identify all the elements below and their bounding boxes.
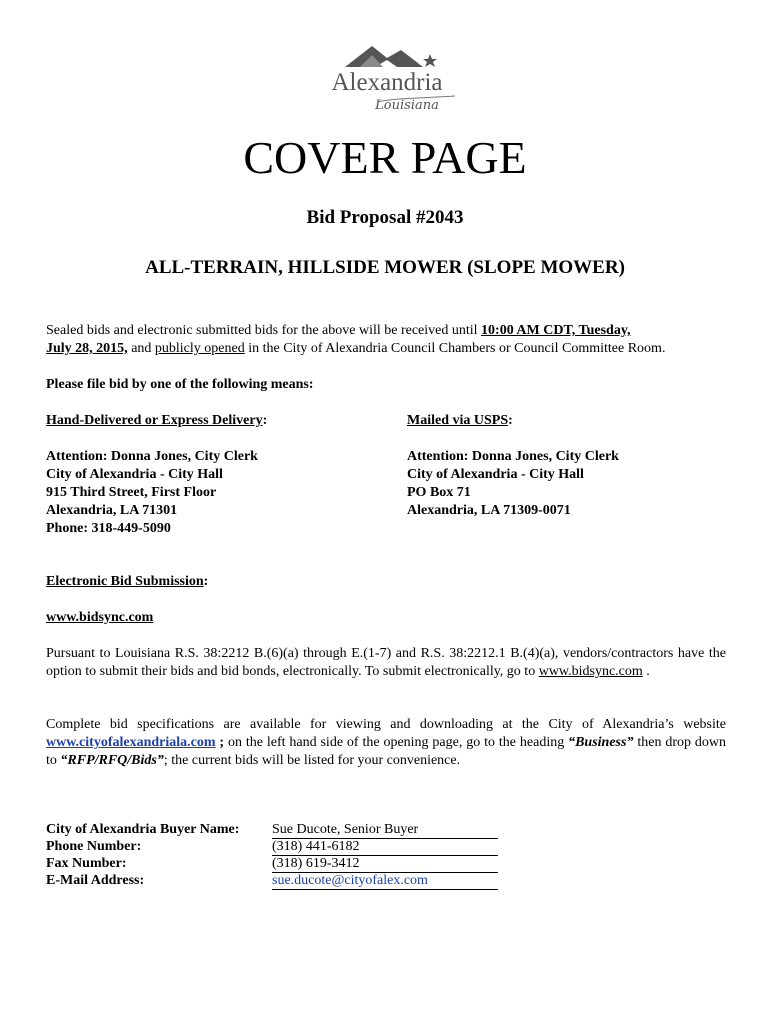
pursuant-text: Pursuant to Louisiana R.S. 38:2212 B.(6)(a) through E.(1-7) and R.S. 38:2212.1 B.(4)(a), vendors/contractors have the option to submit their bids and bid bonds, electronically. To submit electronically, go to [46, 646, 726, 679]
deadline-time: 10:00 AM CDT, Tuesday, [481, 323, 631, 338]
intro-paragraph [46, 322, 726, 358]
mailed-heading-text: Mailed via USPS [407, 413, 509, 428]
address-line: Attention: Donna Jones, City Clerk [407, 449, 619, 464]
electronic-heading [46, 573, 446, 591]
deadline-date: July 28, 2015, [46, 341, 128, 356]
specs-text-3: on the left hand side of the opening page, go to the heading [227, 735, 569, 750]
address-line: City of Alexandria - City Hall [46, 467, 223, 482]
page-title: COVER PAGE [243, 132, 527, 183]
address-line: City of Alexandria - City Hall [407, 467, 584, 482]
alexandria-logo-icon [305, 40, 470, 115]
buyer-name-value: Sue Ducote, Senior Buyer [272, 821, 498, 839]
hand-delivered-heading-text: Hand-Delivered or Express Delivery [46, 413, 263, 428]
hand-delivered-heading [46, 412, 376, 430]
address-line: Attention: Donna Jones, City Clerk [46, 449, 258, 464]
hand-delivered-address [46, 448, 376, 538]
specs-text-4: then drop down to [46, 735, 726, 768]
rfp-menu: “RFP/RFQ/Bids” [60, 753, 164, 768]
heading-colon: : [508, 413, 513, 428]
specs-paragraph [46, 716, 726, 770]
specs-text-1: Complete bid specifications are available for viewing and downloading at the City of Alexandria’s website [46, 717, 726, 732]
pursuant-end: . [642, 664, 650, 679]
file-instruction: Please file bid by one of the following means: [46, 377, 314, 392]
pursuant-paragraph [46, 645, 726, 681]
address-line: Alexandria, LA 71309-0071 [407, 503, 571, 518]
phone-value: (318) 441-6182 [272, 838, 498, 856]
electronic-heading-text: Electronic Bid Submission [46, 574, 204, 589]
address-line: Phone: 318-449-5090 [46, 521, 171, 536]
bidsync-link[interactable]: www.bidsync.com [46, 610, 154, 625]
fax-label: Fax Number: [46, 856, 127, 871]
fax-value: (318) 619-3412 [272, 855, 498, 873]
specs-text-5: ; the current bids will be listed for your convenience. [163, 753, 461, 768]
mailed-heading [407, 412, 727, 430]
heading-colon: : [203, 574, 209, 589]
city-logo [305, 40, 470, 115]
logo-wordmark: Alexandria [331, 69, 443, 96]
address-line: PO Box 71 [407, 485, 471, 500]
bid-number: Bid Proposal #2043 [306, 207, 464, 228]
mailed-address [407, 448, 727, 520]
intro-text-2: and [127, 341, 155, 356]
phone-label: Phone Number: [46, 839, 142, 854]
publicly-opened: publicly opened [154, 341, 245, 356]
logo-script: Louisiana [375, 98, 439, 113]
intro-text-1: Sealed bids and electronic submitted bids for the above will be received until [46, 323, 482, 338]
intro-text-3: in the City of Alexandria Council Chambers or Council Committee Room. [244, 341, 666, 356]
buyer-name-label: City of Alexandria Buyer Name: [46, 822, 240, 837]
business-heading: “Business” [568, 735, 634, 750]
specs-semicolon: ; [215, 735, 228, 750]
address-line: 915 Third Street, First Floor [46, 485, 217, 500]
bid-subject: ALL-TERRAIN, HILLSIDE MOWER (SLOPE MOWER) [145, 257, 625, 278]
email-value[interactable]: sue.ducote@cityofalex.com [272, 872, 498, 890]
address-line: Alexandria, LA 71301 [46, 503, 178, 518]
bidsync-link-inline[interactable]: www.bidsync.com [538, 664, 643, 679]
heading-colon: : [262, 413, 268, 428]
email-label: E-Mail Address: [46, 873, 145, 888]
city-website-link[interactable]: www.cityofalexandriala.com [46, 735, 216, 750]
